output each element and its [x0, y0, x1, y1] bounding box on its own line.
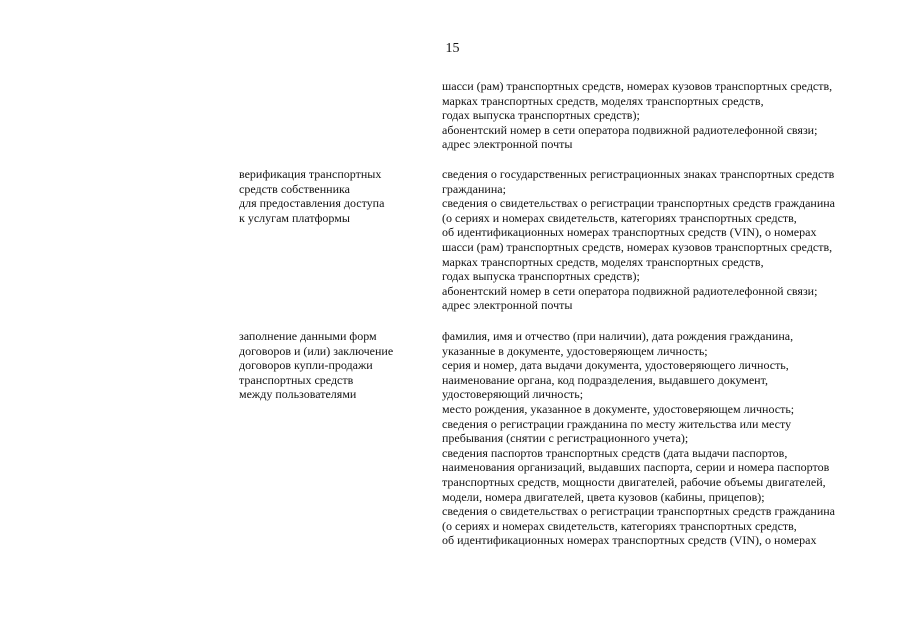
row-1-purpose-line: средств собственника [239, 181, 350, 196]
row-2-data-line: удостоверяющий личность; [442, 387, 584, 402]
row-2-data-line: наименования организаций, выдавших паспорта, серии и номера паспортов [442, 460, 830, 475]
row-0-data [442, 79, 832, 152]
row-2-data-line: фамилия, имя и отчество (при наличии), дата рождения гражданина, [442, 329, 794, 343]
row-1-data-line: годах выпуска транспортных средств); [442, 269, 640, 284]
row-2-data-line: указанные в документе, удостоверяющем личность; [442, 343, 708, 358]
row-1-data-line: об идентификационных номерах транспортных средств (VIN), о номерах [442, 225, 817, 240]
row-1-purpose-line: к услугам платформы [239, 210, 350, 225]
row-0-data-line: абонентский номер в сети оператора подвижной радиотелефонной связи; [442, 122, 818, 137]
row-2-purpose [239, 329, 393, 402]
row-0-data-line: адрес электронной почты [442, 137, 573, 152]
row-1-data [442, 167, 835, 313]
row-2-data [442, 329, 835, 548]
row-2-data-line: место рождения, указанное в документе, удостоверяющем личность; [442, 401, 795, 416]
row-1-data-line: гражданина; [442, 181, 506, 196]
row-1-data-line: шасси (рам) транспортных средств, номерах кузовов транспортных средств, [442, 239, 833, 254]
row-2-purpose-line: транспортных средств [239, 372, 354, 387]
row-2-data-line: модели, номера двигателей, цвета кузовов (кабины, прицепов); [442, 489, 765, 504]
row-0-data-line: шасси (рам) транспортных средств, номерах кузовов транспортных средств, [442, 79, 833, 93]
row-2-purpose-line: между пользователями [239, 387, 357, 402]
row-2-data-line: наименование органа, код подразделения, выдавшего документ, [442, 372, 768, 387]
row-1-purpose-line: для предоставления доступа [239, 196, 385, 211]
row-1-data-line: (о сериях и номерах свидетельств, категориях транспортных средств, [442, 210, 797, 225]
row-0-data-line: годах выпуска транспортных средств); [442, 108, 640, 123]
row-2-purpose-line: заполнение данными форм [239, 329, 377, 343]
row-2-purpose-line: договоров купли-продажи [239, 358, 373, 373]
page-number: 15 [445, 41, 460, 56]
row-2-purpose-line: договоров и (или) заключение [239, 343, 394, 358]
row-1-data-line: сведения о свидетельствах о регистрации транспортных средств гражданина [442, 196, 835, 211]
row-2-data-line: транспортных средств, мощности двигателей, рабочие объемы двигателей, [442, 474, 826, 489]
row-1-data-line: адрес электронной почты [442, 298, 573, 313]
row-2-data-line: (о сериях и номерах свидетельств, категориях транспортных средств, [442, 518, 797, 533]
row-2-data-line: сведения о свидетельствах о регистрации транспортных средств гражданина [442, 504, 835, 519]
row-2-data-line: серия и номер, дата выдачи документа, удостоверяющего личность, [442, 358, 789, 373]
row-2-data-line: сведения паспортов транспортных средств (дата выдачи паспортов, [442, 445, 788, 460]
row-0-data-line: марках транспортных средств, моделях транспортных средств, [442, 93, 764, 108]
row-2-data-line: об идентификационных номерах транспортных средств (VIN), о номерах [442, 533, 817, 548]
row-1-data-line: абонентский номер в сети оператора подвижной радиотелефонной связи; [442, 283, 818, 298]
row-1-purpose [239, 167, 384, 225]
row-2-data-line: сведения о регистрации гражданина по месту жительства или месту [442, 416, 792, 431]
row-2-data-line: пребывания (снятии с регистрационного учета); [442, 431, 689, 446]
row-1-purpose-line: верификация транспортных [239, 167, 382, 181]
row-1-data-line: марках транспортных средств, моделях транспортных средств, [442, 254, 764, 269]
row-1-data-line: сведения о государственных регистрационных знаках транспортных средств [442, 167, 835, 181]
